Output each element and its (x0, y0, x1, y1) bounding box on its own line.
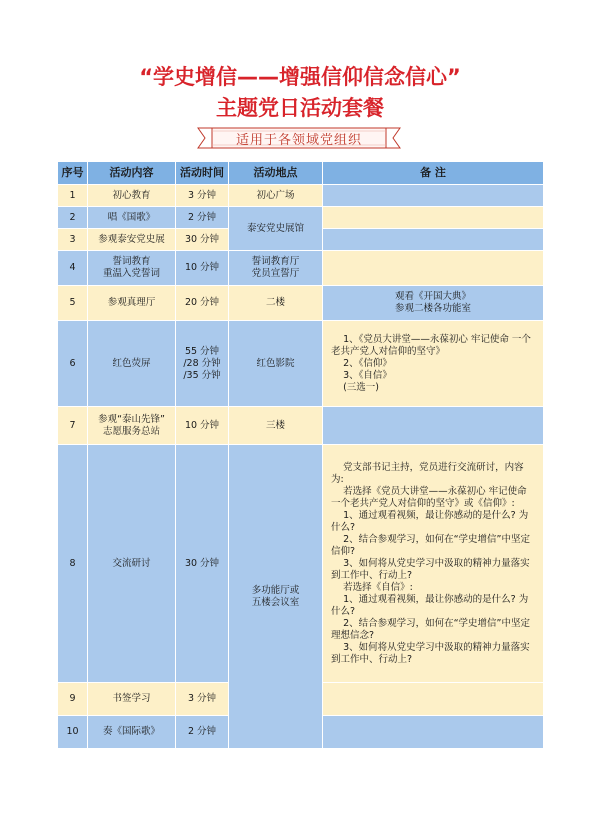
cell-seq: 5 (58, 286, 88, 321)
title-line1: “学史增信——增强信仰信念信心” (139, 65, 461, 89)
cell-content: 参观真理厅 (88, 286, 176, 321)
table-header-row (58, 162, 544, 185)
table-row (58, 445, 544, 683)
cell-time (176, 321, 229, 407)
cell-content: 交流研讨 (88, 445, 176, 683)
cell-remark (323, 321, 544, 407)
remark-text: 1、《党员大讲堂——永葆初心 牢记使命 一个老共产党人对信仰的坚守》 2、《信仰》 3、《自信》 (三选一) (331, 333, 531, 393)
table-row (58, 251, 544, 286)
cell-content: 参观泰安党史展 (88, 229, 176, 251)
cell-place: 泰安党史展馆 (229, 207, 323, 251)
content-text: 誓词教育 重温入党誓词 (102, 256, 160, 279)
place-text: 誓词教育厅 党员宣誓厅 (251, 256, 300, 279)
cell-time: 30 分钟 (176, 445, 229, 683)
cell-place: 初心广场 (229, 185, 323, 207)
cell-content: 奏《国际歌》 (88, 716, 176, 749)
cell-content: 红色荧屏 (88, 321, 176, 407)
time-text: 55 分钟 /28 分钟 /35 分钟 (183, 345, 221, 381)
cell-remark (323, 185, 544, 207)
cell-time: 30 分钟 (176, 229, 229, 251)
table-row (58, 407, 544, 445)
cell-place: 红色影院 (229, 321, 323, 407)
cell-seq: 2 (58, 207, 88, 229)
header-place: 活动地点 (229, 162, 323, 185)
header-seq: 序号 (58, 162, 88, 185)
cell-place (229, 445, 323, 749)
cell-remark (323, 251, 544, 286)
table-row (58, 185, 544, 207)
cell-content: 唱《国歌》 (88, 207, 176, 229)
cell-place: 三楼 (229, 407, 323, 445)
cell-place: 二楼 (229, 286, 323, 321)
cell-seq: 4 (58, 251, 88, 286)
cell-time: 2 分钟 (176, 207, 229, 229)
cell-remark (323, 229, 544, 251)
cell-remark (323, 683, 544, 716)
banner-text: 适用于各领域党组织 (235, 133, 362, 148)
cell-place (229, 251, 323, 286)
cell-seq: 9 (58, 683, 88, 716)
table-row (58, 207, 544, 229)
cell-content: 书签学习 (88, 683, 176, 716)
cell-seq: 3 (58, 229, 88, 251)
cell-remark (323, 207, 544, 229)
cell-seq: 8 (58, 445, 88, 683)
cell-content (88, 251, 176, 286)
cell-time: 2 分钟 (176, 716, 229, 749)
table-row (58, 321, 544, 407)
cell-remark: 观看《开国大典》 参观二楼各功能室 (323, 286, 544, 321)
cell-seq: 1 (58, 185, 88, 207)
cell-time: 10 分钟 (176, 407, 229, 445)
remark-text: 党支部书记主持，党员进行交流研讨，内容为: 若选择《党员大讲堂——永葆初心 牢记使命 一个老共产党人对信仰的坚守》或《信仰》: 1、通过观看视频，最让你感动的是什么? 为什么? 2、结合参观学习，如何在“学史增信”中坚定信仰? 3、如何将从党史学习中汲取的精神力量落实到工作中、行动上? 若选择《自信》: 1、通过观看视频，最让你感动的是什么? 为什么? 2、结合参观学习，如何在“学史增信”中坚定理想信念? 3、如何将从党史学习中汲取的精神力量落实到工作中、行动上? (331, 461, 530, 665)
cell-remark (323, 716, 544, 749)
cell-time: 10 分钟 (176, 251, 229, 286)
cell-seq: 6 (58, 321, 88, 407)
header-remark: 备 注 (323, 162, 544, 185)
content-text: 参观“泰山先锋” 志愿服务总站 (98, 413, 165, 437)
cell-content (88, 407, 176, 445)
title-line2: 主题党日活动套餐 (216, 96, 384, 120)
cell-seq: 10 (58, 716, 88, 749)
header-content: 活动内容 (88, 162, 176, 185)
cell-remark (323, 407, 544, 445)
cell-content: 初心教育 (88, 185, 176, 207)
place-text: 多功能厅或 五楼会议室 (251, 584, 300, 608)
cell-time: 20 分钟 (176, 286, 229, 321)
cell-seq: 7 (58, 407, 88, 445)
cell-remark (323, 445, 544, 683)
cell-time: 3 分钟 (176, 683, 229, 716)
banner-ribbon (196, 126, 402, 150)
header-time: 活动时间 (176, 162, 229, 185)
cell-time: 3 分钟 (176, 185, 229, 207)
activity-table (57, 161, 544, 749)
table-row (58, 286, 544, 321)
